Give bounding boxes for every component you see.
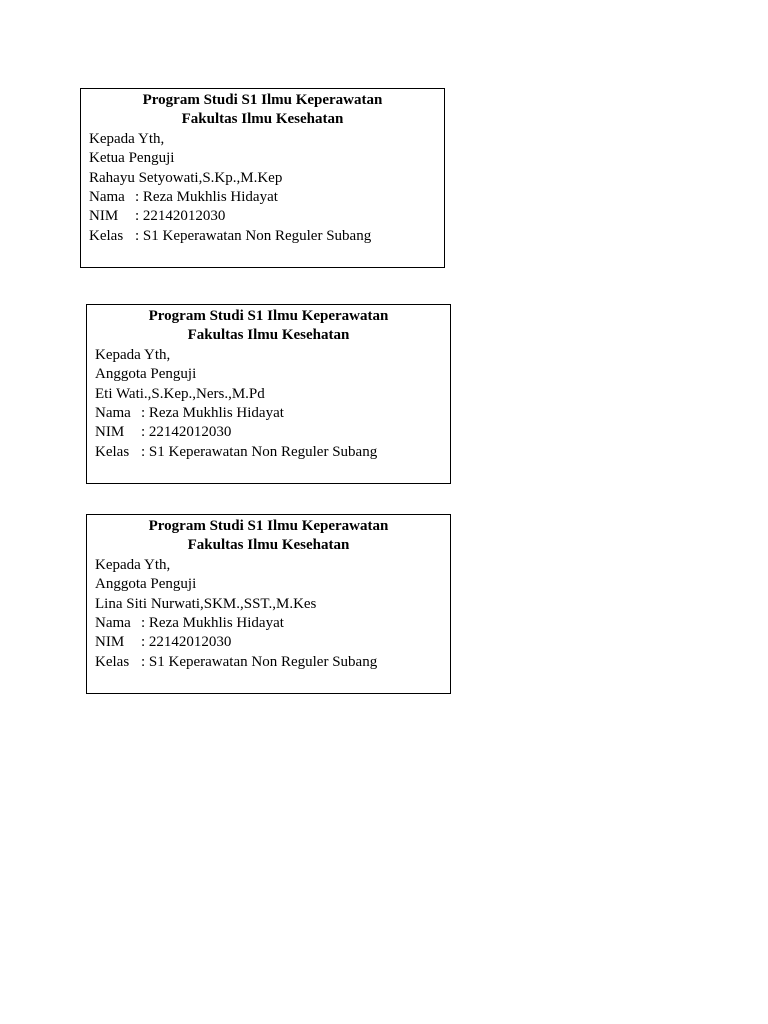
label-nim-row xyxy=(95,423,442,442)
kelas-value: : S1 Keperawatan Non Reguler Subang xyxy=(141,653,378,670)
label-header-faculty: Fakultas Ilmu Kesehatan xyxy=(181,111,344,128)
kelas-value: : S1 Keperawatan Non Reguler Subang xyxy=(135,227,372,244)
kelas-label: Kelas xyxy=(89,227,124,244)
nama-label: Nama xyxy=(95,405,131,422)
address-label-anggota-penguji-1 xyxy=(86,304,451,484)
label-nama-row xyxy=(89,188,436,207)
label-header-program: Program Studi S1 Ilmu Keperawatan xyxy=(148,518,389,534)
label-nim-row xyxy=(95,633,442,652)
label-role: Ketua Penguji xyxy=(89,150,175,167)
label-examiner-name: Lina Siti Nurwati,SKM.,SST.,M.Kes xyxy=(95,595,317,612)
label-kelas-row xyxy=(89,227,436,246)
label-header-faculty: Fakultas Ilmu Kesehatan xyxy=(187,537,350,554)
nama-label: Nama xyxy=(95,615,131,632)
label-header-program: Program Studi S1 Ilmu Keperawatan xyxy=(142,92,383,108)
address-label-ketua-penguji xyxy=(80,88,445,268)
label-kelas-row xyxy=(95,653,442,672)
nim-value: : 22142012030 xyxy=(141,634,232,651)
nama-value: : Reza Mukhlis Hidayat xyxy=(135,189,278,206)
label-examiner-name: Rahayu Setyowati,S.Kp.,M.Kep xyxy=(89,169,283,186)
label-header-program: Program Studi S1 Ilmu Keperawatan xyxy=(148,308,389,324)
label-examiner-name: Eti Wati.,S.Kep.,Ners.,M.Pd xyxy=(95,385,265,402)
nama-value: : Reza Mukhlis Hidayat xyxy=(141,615,284,632)
nim-label: NIM xyxy=(89,208,119,225)
label-header-faculty: Fakultas Ilmu Kesehatan xyxy=(187,327,350,344)
nim-value: : 22142012030 xyxy=(135,208,226,225)
nama-label: Nama xyxy=(89,189,125,206)
nim-label: NIM xyxy=(95,634,125,651)
label-role: Anggota Penguji xyxy=(95,576,197,593)
label-kelas-row xyxy=(95,443,442,462)
kelas-value: : S1 Keperawatan Non Reguler Subang xyxy=(141,443,378,460)
kelas-label: Kelas xyxy=(95,443,130,460)
nama-value: : Reza Mukhlis Hidayat xyxy=(141,405,284,422)
label-nim-row xyxy=(89,207,436,226)
label-role: Anggota Penguji xyxy=(95,366,197,383)
label-nama-row xyxy=(95,614,442,633)
nim-label: NIM xyxy=(95,424,125,441)
address-label-anggota-penguji-2 xyxy=(86,514,451,694)
label-nama-row xyxy=(95,404,442,423)
nim-value: : 22142012030 xyxy=(141,424,232,441)
kelas-label: Kelas xyxy=(95,653,130,670)
label-greeting: Kepada Yth, xyxy=(89,130,165,147)
label-greeting: Kepada Yth, xyxy=(95,346,171,363)
label-greeting: Kepada Yth, xyxy=(95,556,171,573)
